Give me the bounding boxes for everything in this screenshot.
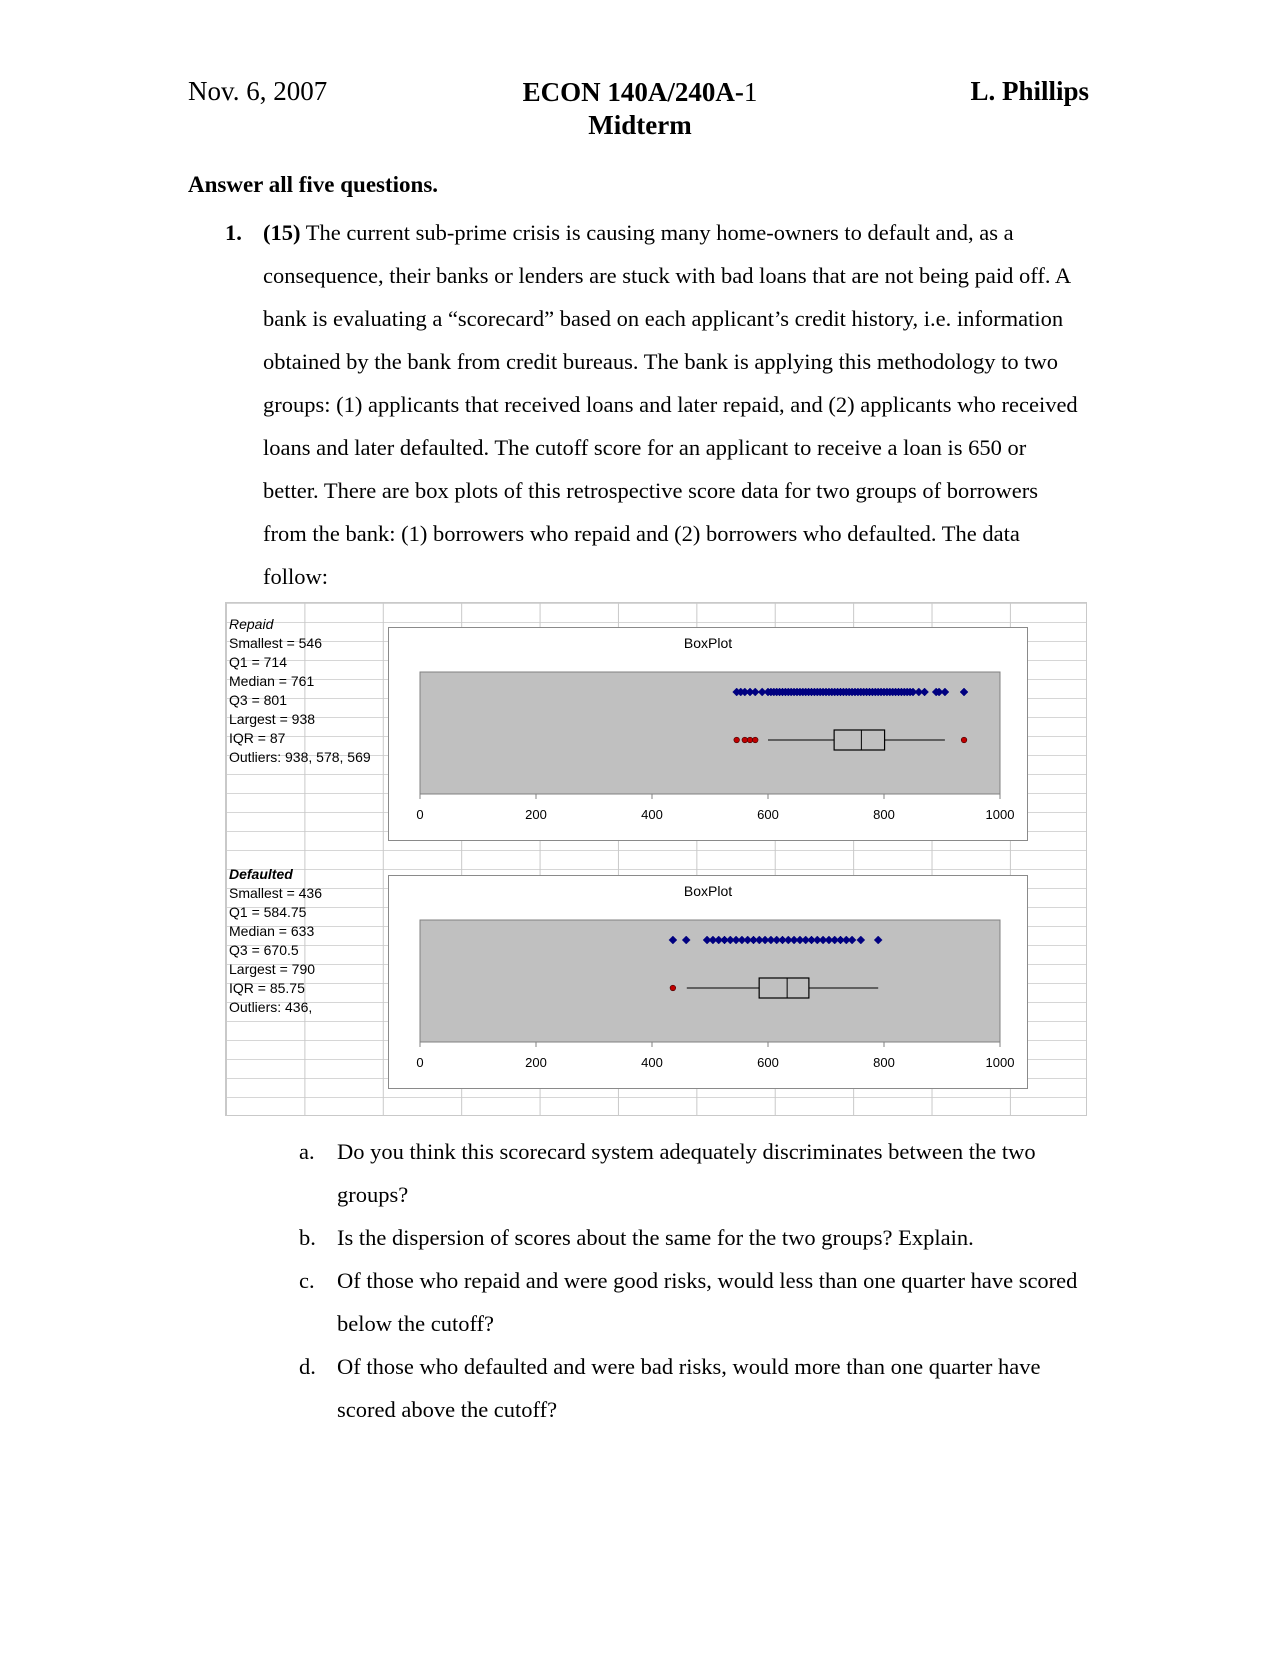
x-tick-label: 1000 bbox=[985, 807, 1015, 822]
repaid-stats bbox=[229, 615, 371, 767]
x-tick-label: 0 bbox=[416, 1055, 424, 1070]
spreadsheet-excerpt bbox=[225, 602, 1087, 1116]
question-1-parts bbox=[299, 1130, 1089, 1431]
defaulted-outliers: Outliers: 436, bbox=[229, 999, 313, 1015]
x-tick-label: 200 bbox=[525, 807, 547, 822]
defaulted-smallest: Smallest = 436 bbox=[229, 885, 322, 901]
question-text: The current sub-prime crisis is causing many home-owners to default and, as a consequence, their banks or lenders are stuck with bad loans that are not being paid off. A bank is evaluating a “scorecard” based on each applicant’s credit history, i.e. information obtained by the bank from credit bureaus. The bank is applying this methodology to two groups: (1) applicants that received loans and later repaid, and (2) applicants who received loans and later defaulted. The cutoff score for an applicant to receive a loan is 650 or better. There are box plots of this retrospective score data for two groups of borrowers from the bank: (1) borrowers who repaid and (2) borrowers who defaulted. The data follow: bbox=[263, 220, 1078, 589]
repaid-iqr: IQR = 87 bbox=[229, 730, 286, 746]
repaid-largest: Largest = 938 bbox=[229, 711, 316, 727]
outlier-point bbox=[670, 985, 676, 991]
repaid-smallest: Smallest = 546 bbox=[229, 635, 322, 651]
x-tick-label: 800 bbox=[873, 807, 895, 822]
repaid-median: Median = 761 bbox=[229, 673, 315, 689]
outlier-point bbox=[742, 737, 748, 743]
repaid-q1: Q1 = 714 bbox=[229, 654, 287, 670]
part-label: c. bbox=[299, 1268, 315, 1293]
part-b bbox=[299, 1216, 1089, 1259]
repaid-outliers: Outliers: 938, 578, 569 bbox=[229, 749, 371, 765]
outlier-point bbox=[747, 737, 753, 743]
defaulted-iqr: IQR = 85.75 bbox=[229, 980, 305, 996]
course-section: 1 bbox=[743, 77, 758, 107]
repaid-title: Repaid bbox=[229, 616, 274, 632]
defaulted-q3: Q3 = 670.5 bbox=[229, 942, 299, 958]
question-points: (15) bbox=[263, 220, 301, 245]
defaulted-title: Defaulted bbox=[229, 866, 293, 882]
x-tick-label: 200 bbox=[525, 1055, 547, 1070]
question-number: 1. bbox=[225, 220, 242, 245]
instructor-name: L. Phillips bbox=[970, 76, 1089, 106]
defaulted-q1: Q1 = 584.75 bbox=[229, 904, 307, 920]
chart-title: BoxPlot bbox=[683, 883, 733, 899]
plot-area bbox=[420, 920, 1000, 1042]
outlier-point bbox=[961, 737, 967, 743]
instructions: Answer all five questions. bbox=[188, 172, 439, 197]
outlier-point bbox=[752, 737, 758, 743]
repaid-boxplot-chart bbox=[388, 627, 1028, 841]
x-tick-label: 400 bbox=[641, 807, 663, 822]
part-label: b. bbox=[299, 1225, 316, 1250]
x-tick-label: 0 bbox=[416, 807, 424, 822]
repaid-q3: Q3 = 801 bbox=[229, 692, 287, 708]
defaulted-boxplot-chart bbox=[388, 875, 1028, 1089]
x-tick-label: 600 bbox=[757, 807, 779, 822]
x-tick-label: 600 bbox=[757, 1055, 779, 1070]
exam-date: Nov. 6, 2007 bbox=[188, 76, 328, 106]
outlier-point bbox=[734, 737, 740, 743]
x-tick-label: 800 bbox=[873, 1055, 895, 1070]
defaulted-median: Median = 633 bbox=[229, 923, 315, 939]
part-a bbox=[299, 1130, 1089, 1216]
defaulted-stats bbox=[229, 865, 322, 1017]
part-d bbox=[299, 1345, 1089, 1431]
chart-title: BoxPlot bbox=[683, 635, 733, 651]
defaulted-largest: Largest = 790 bbox=[229, 961, 316, 977]
question-1 bbox=[225, 211, 1085, 598]
x-tick-label: 400 bbox=[641, 1055, 663, 1070]
part-label: a. bbox=[299, 1139, 315, 1164]
part-text: Of those who defaulted and were bad risks, would more than one quarter have scored above the cutoff? bbox=[337, 1354, 1041, 1422]
exam-name: Midterm bbox=[588, 110, 692, 140]
part-label: d. bbox=[299, 1354, 316, 1379]
part-c bbox=[299, 1259, 1089, 1345]
course-code: ECON 140A/240A- bbox=[522, 77, 744, 107]
repaid-boxplot-svg bbox=[389, 628, 1027, 840]
part-text: Is the dispersion of scores about the same for the two groups? Explain. bbox=[337, 1225, 974, 1250]
part-text: Of those who repaid and were good risks, would less than one quarter have scored below the cutoff? bbox=[337, 1268, 1078, 1336]
defaulted-boxplot-svg bbox=[389, 876, 1027, 1088]
x-tick-label: 1000 bbox=[985, 1055, 1015, 1070]
part-text: Do you think this scorecard system adequately discriminates between the two groups? bbox=[337, 1139, 1036, 1207]
